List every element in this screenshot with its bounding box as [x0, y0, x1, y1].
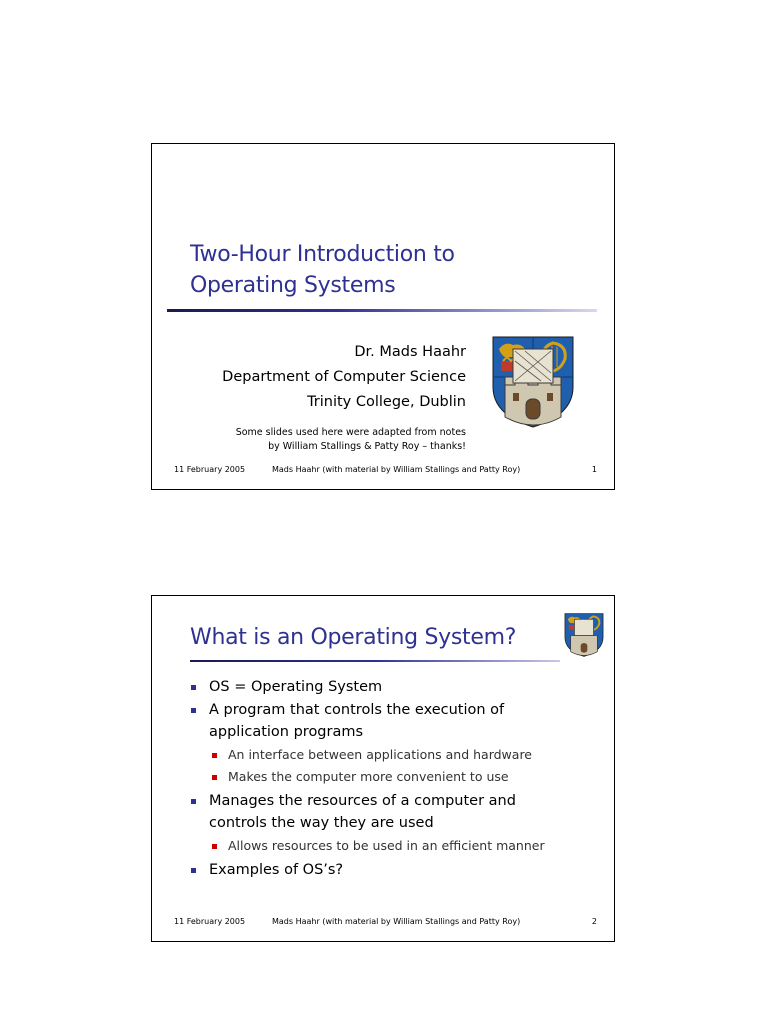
sub-bullet-item [190, 766, 600, 788]
bullet-item [190, 859, 600, 881]
bullet-square-icon [191, 868, 196, 873]
footer-credit: Mads Haahr (with material by William Stallings and Patty Roy) [272, 917, 521, 926]
sub-bullet-square-icon [212, 753, 217, 758]
slide-1 [151, 143, 615, 490]
note-line: by William Stallings & Patty Roy – thanks! [268, 441, 466, 452]
crest-icon [491, 335, 575, 429]
slide-number: 1 [591, 465, 597, 474]
bullet-square-icon [191, 708, 196, 713]
bullet-text: application programs [209, 724, 364, 740]
slide-2 [151, 595, 615, 942]
bullet-text: controls the way they are used [209, 815, 434, 831]
bullet-square-icon [191, 685, 196, 690]
author-block [222, 340, 466, 415]
author-department: Department of Computer Science [222, 369, 466, 385]
sub-bullet-square-icon [212, 775, 217, 780]
note-line: Some slides used here were adapted from notes [235, 427, 466, 438]
author-name: Dr. Mads Haahr [354, 344, 466, 360]
footer-date: 11 February 2005 [174, 917, 246, 926]
bullet-square-icon [191, 799, 196, 804]
sub-bullet-item [190, 744, 600, 766]
bullet-text: Examples of OS’s? [209, 862, 344, 878]
bullet-item [190, 790, 600, 834]
title-line: Operating Systems [190, 273, 396, 298]
slide-footer [152, 917, 614, 931]
acknowledgement-note [236, 426, 466, 454]
crest-icon [564, 607, 604, 663]
title-line: Two-Hour Introduction to [190, 242, 455, 267]
footer-date: 11 February 2005 [174, 465, 246, 474]
slide-2-title: What is an Operating System? [190, 625, 517, 650]
bullet-item [190, 699, 600, 743]
sub-bullet-item [190, 835, 600, 857]
title-divider [167, 309, 597, 312]
footer-credit: Mads Haahr (with material by William Stallings and Patty Roy) [272, 465, 521, 474]
slide-number: 2 [591, 917, 597, 926]
bullet-text: Manages the resources of a computer and [209, 793, 516, 809]
bullet-text: OS = Operating System [209, 679, 383, 695]
sub-bullet-text: Makes the computer more convenient to use [228, 769, 509, 784]
title-divider [190, 660, 560, 662]
bullet-item [190, 676, 600, 698]
slide-1-title [190, 239, 570, 301]
sub-bullet-square-icon [212, 844, 217, 849]
author-institution: Trinity College, Dublin [307, 394, 466, 410]
bullet-list [190, 676, 600, 882]
sub-bullet-text: Allows resources to be used in an efficient manner [228, 838, 545, 853]
slide-footer [152, 465, 614, 479]
bullet-text: A program that controls the execution of [209, 702, 505, 718]
sub-bullet-text: An interface between applications and hardware [228, 747, 532, 762]
